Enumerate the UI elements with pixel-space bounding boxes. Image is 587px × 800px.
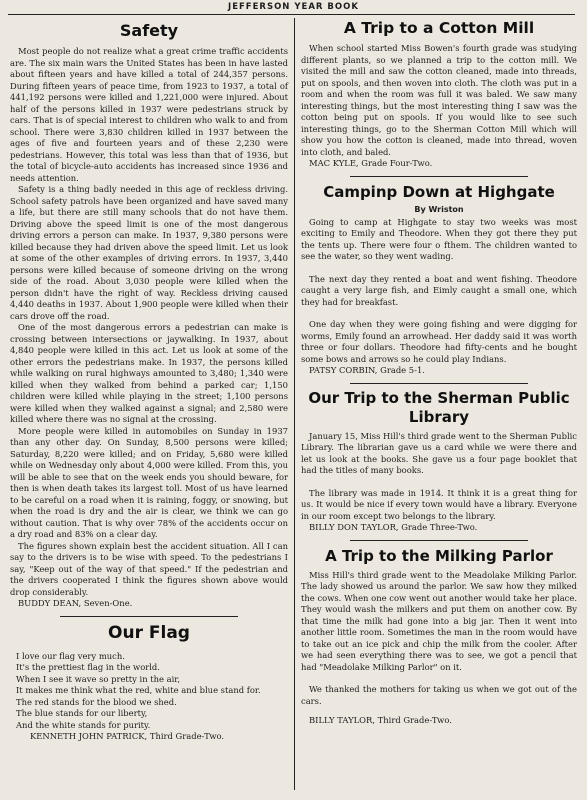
article-signature: MAC KYLE, Grade Four-Two. [309, 158, 433, 168]
section-separator [350, 540, 528, 541]
article-paragraph: One day when they were going fishing and were digging for worms, Emily found an arrowhead. Her daddy said it was worth three or four dollars. Theodore had fifty-cents and he bought some bows and arrows so he could play Indians. [301, 319, 577, 364]
article-paragraph: Safety is a thing badly needed in this age of reckless driving. School safety patrols have been organized and have saved many a life, but there are still many schools that do not have them. Driving above the speed limit is one of the most dangerous driving errors a person can make. In 1937, 9,380 persons were killed because they had driven above the speed limit. Let us look at some of the other examples of driving errors. In 1937, 3,440 persons were killed because of someone driving on the wrong side of the road. About 3,030 people were killed when the person didn't have the right of way. Reckless driving caused 4,440 deaths in 1937. About 1,900 people were killed when their cars drove off the road. [10, 184, 288, 321]
poem-line: It makes me think what the red, white and blue stand for. [16, 685, 261, 695]
article-paragraph: Going to camp at Highgate to stay two weeks was most exciting to Emily and Theodore. When they got there they put the tents up. There were four o fthem. The children wanted to see the water, so they went wading. [301, 216, 577, 261]
section-separator [350, 176, 528, 177]
page-header: JEFFERSON YEAR BOOK [228, 2, 359, 12]
article-paragraph: One of the most dangerous errors a pedestrian can make is crossing between intersections or jaywalking. In 1937, about 4,840 people were killed in this act. Let us look at some of the other errors the pedestrians make. In 1937, the persons killed while walking on rural highways amounted to 3,480; 1,340 were killed when they walked from behind a parked car; 1,150 children were killed while playing in the street; 1,100 persons were killed when they walked against a signal; and 2,580 were killed where there was no signal at the crossing. [10, 322, 288, 424]
article-signature: BUDDY DEAN, Seven-One. [18, 598, 133, 608]
article-title: Campinp Down at Highgate [323, 182, 555, 201]
column-divider [294, 18, 295, 790]
article-paragraph: The figures shown explain best the accident situation. All I can say to the drivers is to be wise with speed. To the pedestrians I say, "Keep out of the way of that speed." If the pedestrian and the drivers cooperated I think the figures shown above would drop considerably. [10, 540, 288, 597]
article-cotton-mill [301, 18, 577, 170]
article-signature: BILLY DON TAYLOR, Grade Three-Two. [309, 522, 478, 532]
poem-line: I love our flag very much. [16, 650, 125, 661]
poem [16, 651, 288, 743]
article-title: A Trip to a Cotton Mill [343, 19, 535, 37]
article-paragraph: More people were killed in automobiles on Sunday in 1937 than any other day. On Sunday, 8,500 persons were killed; Saturday, 8,220 were killed; and on Friday, 5,680 were killed while on Wednesday only about 4,000 were killed. From this, you will be able to see that on the week ends you should beware, for then is when death takes its largest toll. Most of us have learned to be careful on a road when it is raining, foggy, or snowing, but when the road is dry and the air is clear, we think we can go without caution. That is why over 78% of the accidents occur on a dry road and 83% on a clear day. [10, 425, 288, 539]
article-library [301, 389, 577, 534]
article-paragraph: January 15, Miss Hill's third grade went to the Sherman Public Library. The librarian gave us a card while we were there and let us look at the books. She gave us a four page booklet that had the titles of many books. [301, 430, 577, 475]
article-paragraph: Most people do not realize what a great crime traffic accidents are. The six main wars the United States has been in have lasted about fifteen years and have killed a total of 244,357 persons. During fifteen years of peace time, from 1923 to 1937, a total of 441,192 persons were killed and 1,221,000 were injured. About half of the persons killed in 1937 were pedestrians struck by cars. That is of special interest to children who walk to and from school. There were 3,830 children killed in 1937 between the ages of five and fourteen years and of these 2,230 were pedestrians. However, this total was less than that of 1936, but the total of bicycle-auto accidents has increased since 1936 and needs attention. [10, 46, 288, 183]
article-title: Our Flag [108, 622, 190, 643]
article-title: Safety [119, 21, 179, 40]
article-title: A Trip to the Milking Parlor [325, 546, 553, 565]
article-flag [10, 622, 288, 743]
poem-line: And the white stands for purity. [16, 719, 151, 730]
article-title: Our Trip to the Sherman Public Library [308, 388, 570, 426]
article-signature: BILLY TAYLOR, Third Grade-Two. [309, 715, 452, 725]
article-signature: KENNETH JOHN PATRICK, Third Grade-Two. [30, 731, 225, 741]
poem-line: The red stands for the blood we shed. [16, 696, 177, 707]
article-safety [10, 20, 288, 610]
right-column [301, 15, 577, 727]
article-milking-parlor [301, 546, 577, 727]
article-paragraph: When school started Miss Bowen's fourth grade was studying different plants, so we planned a trip to the cotton mill. We visited the mill and saw the cotton cleaned, made into threads, put on spools, and then woven into cloth. The cloth was put in a room and when the room was full it was baled. We saw many interesting things, but the most interesting thing I saw was the cotton being put on spools. If you would like to see such interesting things, go to the Sherman Cotton Mill which will show you how the cotton is cleaned, made into thread, woven into cloth, and baled. [301, 43, 577, 157]
article-byline: By Wriston [414, 204, 464, 214]
article-paragraph: The library was made in 1914. It think it is a great thing for us. It would be nice if every town would have a library. Everyone in our room except two belongs to the library. [301, 487, 577, 521]
article-paragraph: Miss Hill's third grade went to the Meadolake Milking Parlor. The lady showed us around the parlor. We saw how they milked the cows. When one cow went out another would take her place. They would wash the milkers and put them on another cow. By that time the milk had gone into a big jar. Then it went into another little room. Sometimes the man in the room would have to take out an ice pick and chip the milk from the cooler. After we had seen everything there was to see, we got a pencil that had "Meadolake Milking Parlor" on it. [301, 569, 577, 672]
article-camping [301, 182, 577, 377]
article-paragraph: The next day they rented a boat and went fishing. Theodore caught a very large fish, and Eimly caught a small one, which they had for breakfast. [301, 273, 577, 307]
poem-line: The blue stands for our liberty, [16, 708, 148, 718]
article-paragraph: We thanked the mothers for taking us when we got out of the cars. [301, 684, 577, 706]
poem-line: When I see it wave so pretty in the air, [16, 673, 181, 684]
left-column [10, 15, 288, 743]
section-separator [60, 616, 238, 617]
poem-line: It's the prettiest flag in the world. [16, 662, 160, 672]
article-signature: PATSY CORBIN, Grade 5-1. [309, 365, 425, 375]
section-separator [350, 383, 528, 384]
